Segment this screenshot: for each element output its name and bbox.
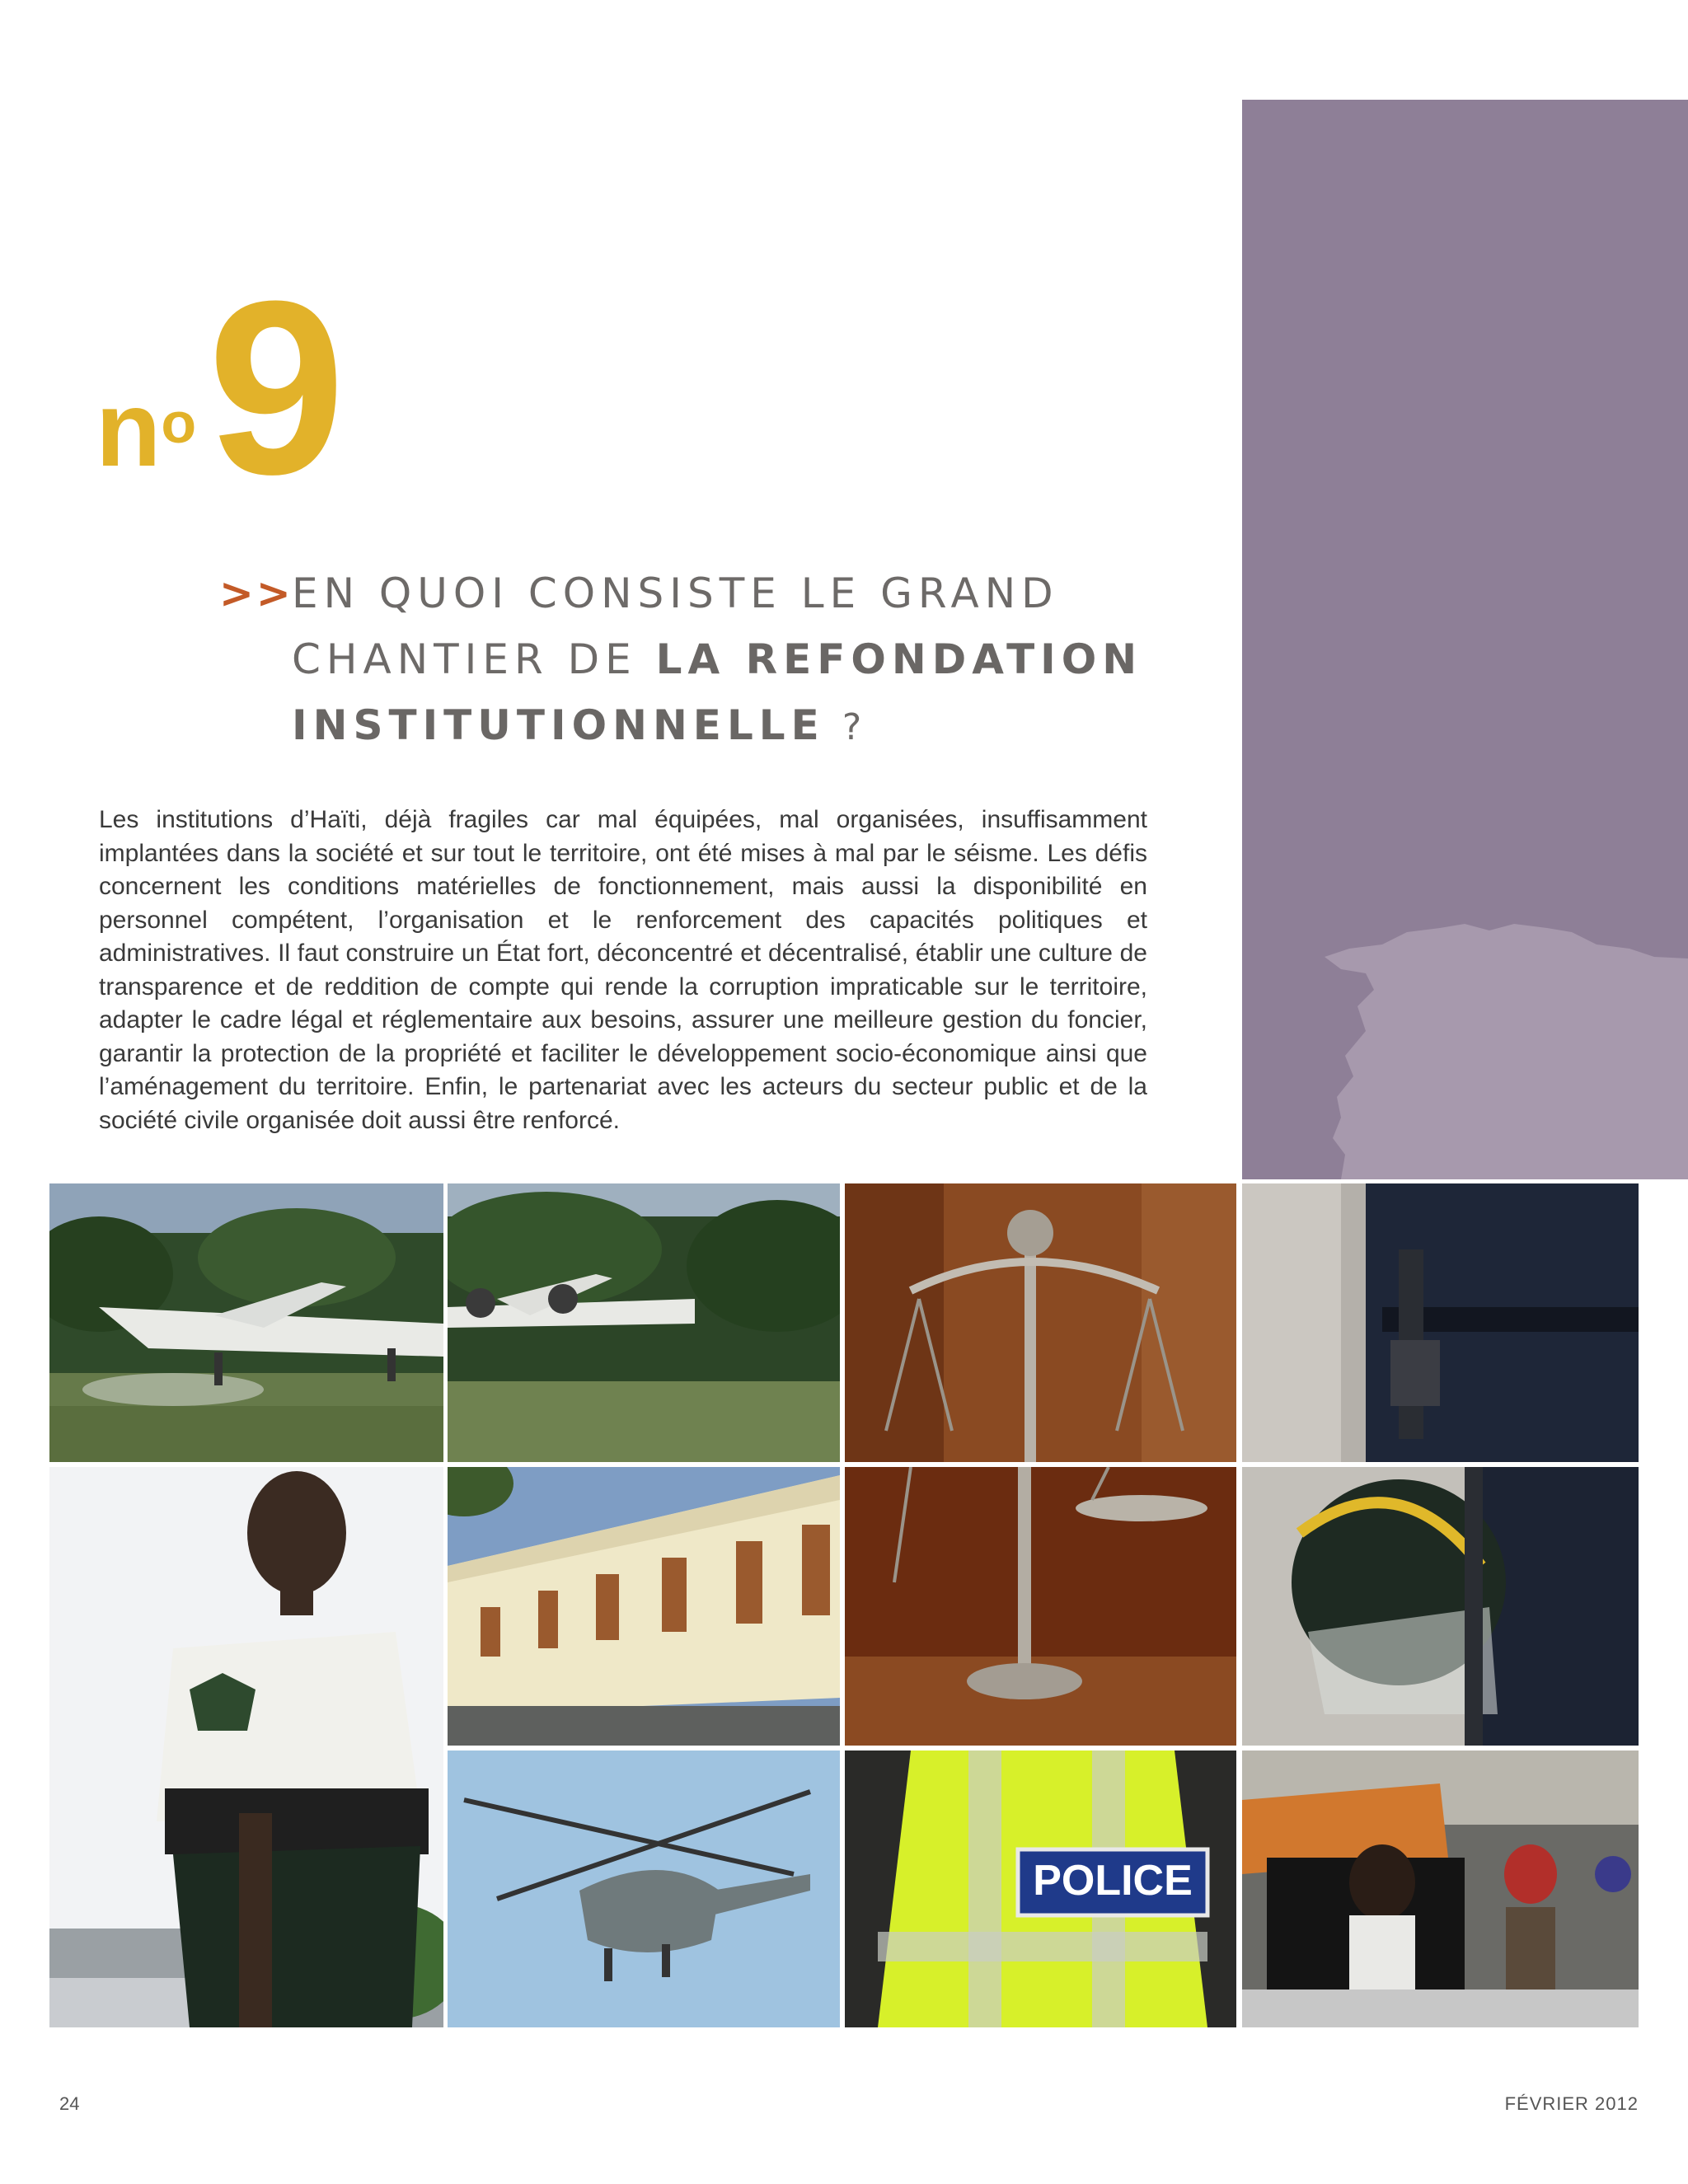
photo-police-vest xyxy=(845,1750,1236,2027)
heading-line-1: EN QUOI CONSISTE LE GRAND xyxy=(292,569,1059,617)
chapter-number-prefix: $n^o$ xyxy=(96,368,197,489)
photo-policewoman xyxy=(49,1467,443,2027)
issue-date: FÉVRIER 2012 xyxy=(1504,2093,1639,2114)
heading-line-2 xyxy=(219,626,1143,692)
heading-line-3 xyxy=(219,692,1043,761)
photo-scales-of-justice-base xyxy=(845,1467,1236,1746)
heading-line-2-bold: LA REFONDATION xyxy=(655,635,1143,683)
photo-riot-helmet xyxy=(1242,1467,1639,1746)
photo-government-building xyxy=(448,1467,840,1746)
photo-crowd-street xyxy=(1242,1750,1639,2027)
photo-airplane-takeoff xyxy=(448,1183,840,1462)
chapter-number: 9 xyxy=(208,249,345,526)
photo-police-officer-baton xyxy=(1242,1183,1639,1462)
heading-line-3-bold: INSTITUTIONNELLE xyxy=(292,701,825,749)
body-paragraph: Les institutions d’Haïti, déjà fragiles car mal équipées, mal organisées, insuffisamment implantées dans la société et sur tout le territoire, ont été mises à mal par le séisme. Les défis concernent les conditions matérielles de fonctionnement, mais aussi la disponibilité en personnel compétent, l’organisation et le renforcement des capacités politiques et administratives. Il faut construire un État fort, déconcentré et décentralisé, établir une culture de transparence et de reddition de compte qui rende la corruption impraticable sur le territoire, adapter le cadre légal et réglementaire aux besoins, assurer une meilleure gestion du foncier, garantir la protection de la propriété et faciliter le développement socio-économique ainsi que l’aménagement du territoire. Enfin, le partenariat avec les acteurs du secteur public et de la société civile organisée doit aussi être renforcé. xyxy=(99,806,1147,1134)
page-number: 24 xyxy=(59,2093,80,2114)
heading-question-mark: ? xyxy=(824,706,868,748)
section-heading xyxy=(219,560,1143,761)
haiti-map-silhouette xyxy=(1242,100,1688,1179)
decorative-side-panel xyxy=(1242,100,1688,1179)
photo-scales-of-justice-top xyxy=(845,1183,1236,1462)
chapter-number-superscript: o xyxy=(161,391,197,455)
photo-helicopter xyxy=(448,1750,840,2027)
photo-airplane-landing xyxy=(49,1183,443,1462)
police-vest-label: POLICE xyxy=(1033,1857,1193,1905)
heading-arrow: >> xyxy=(219,569,293,617)
heading-line-2-plain: CHANTIER DE xyxy=(292,635,656,683)
